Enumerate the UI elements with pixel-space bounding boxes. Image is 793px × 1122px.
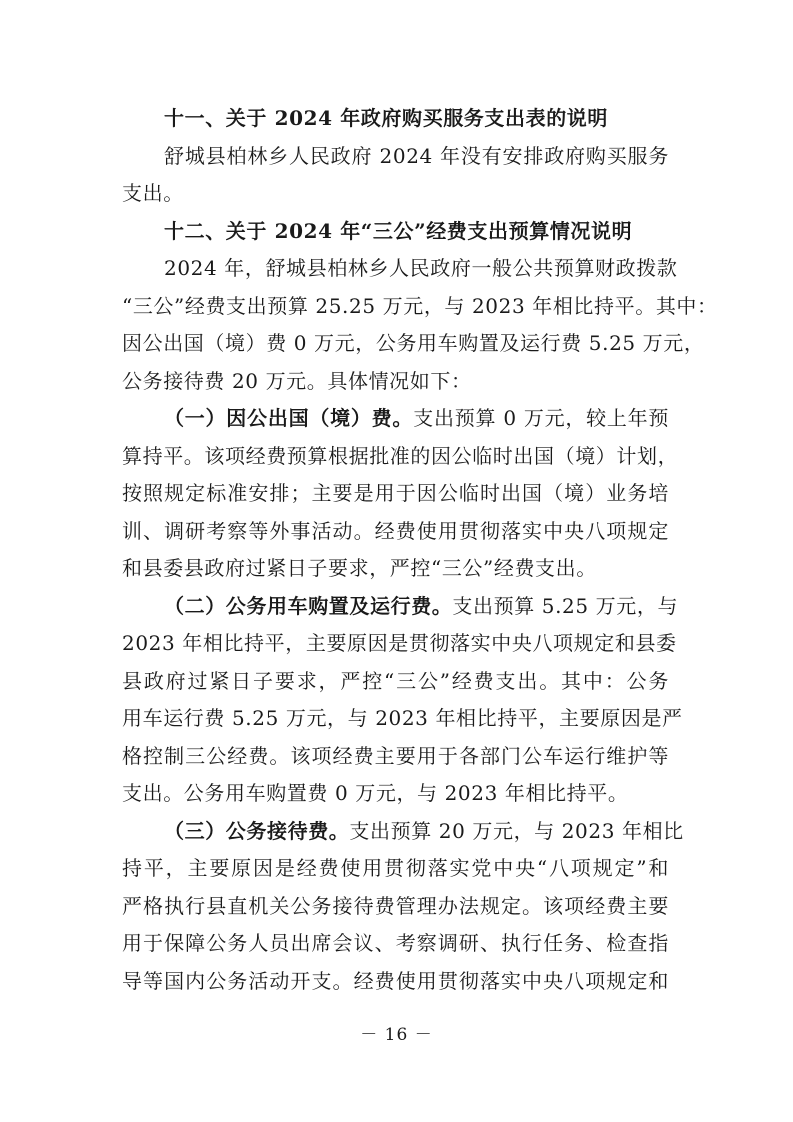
paragraph-1-line-2: 算持平。该项经费预算根据批准的因公临时出国（境）计划， <box>122 443 679 468</box>
paragraph-2-line-3: 县政府过紧日子要求，严控“三公”经费支出。其中：公务 <box>122 668 669 693</box>
section-12-line-2: “三公”经费支出预算 25.25 万元，与 2023 年相比持平。其中： <box>122 293 718 318</box>
paragraph-3-line-3: 严格执行县直机关公务接待费管理办法规定。该项经费主要 <box>122 893 669 918</box>
paragraph-3-line-5: 导等国内公务活动开支。经费使用贯彻落实中央八项规定和 <box>122 968 669 993</box>
paragraph-1-line-3: 按照规定标准安排；主要是用于因公临时出国（境）业务培 <box>122 481 669 505</box>
section-11-heading: 十一、关于 2024 年政府购买服务支出表的说明 <box>164 106 608 130</box>
paragraph-3-first-rest: 支出预算 20 万元，与 2023 年相比 <box>349 818 684 843</box>
page-number: － 16 － <box>360 1025 433 1045</box>
paragraph-3-line-2: 持平，主要原因是经费使用贯彻落实党中央“八项规定”和 <box>122 856 669 880</box>
paragraph-2-line-5: 格控制三公经费。该项经费主要用于各部门公车运行维护等 <box>122 743 669 768</box>
paragraph-1-lead: （一）因公出国（境）费。 <box>164 406 414 430</box>
paragraph-2-line-1 <box>122 588 679 626</box>
section-11-line-1: 舒城县柏林乡人民政府 2024 年没有安排政府购买服务 <box>164 143 669 168</box>
paragraph-3-lead: （三）公务接待费。 <box>164 818 350 843</box>
section-12-line-4: 公务接待费 20 万元。具体情况如下： <box>122 368 472 393</box>
paragraph-1-line-1 <box>122 400 669 438</box>
paragraph-3-line-1 <box>122 813 684 851</box>
paragraph-2-lead: （二）公务用车购置及运行费。 <box>164 593 453 618</box>
section-12-line-1: 2024 年，舒城县柏林乡人民政府一般公共预算财政拨款 <box>164 256 678 280</box>
section-12-line-3: 因公出国（境）费 0 万元，公务用车购置及运行费 5.25 万元， <box>122 331 705 355</box>
section-12-heading: 十二、关于 2024 年“三公”经费支出预算情况说明 <box>164 218 633 243</box>
paragraph-3-line-4: 用于保障公务人员出席会议、考察调研、执行任务、检查指 <box>122 931 669 955</box>
paragraph-2-line-2: 2023 年相比持平，主要原因是贯彻落实中央八项规定和县委 <box>122 631 677 655</box>
paragraph-2-line-4: 用车运行费 5.25 万元，与 2023 年相比持平，主要原因是严 <box>122 706 683 730</box>
paragraph-1-line-5: 和县委县政府过紧日子要求，严控“三公”经费支出。 <box>122 556 597 580</box>
paragraph-1-line-4: 训、调研考察等外事活动。经费使用贯彻落实中央八项规定 <box>122 518 669 543</box>
paragraph-2-first-rest: 支出预算 5.25 万元，与 <box>452 593 679 618</box>
paragraph-1-first-rest: 支出预算 0 万元，较上年预 <box>413 406 670 430</box>
section-11-line-2: 支出。 <box>122 181 184 205</box>
paragraph-2-line-6: 支出。公务用车购置费 0 万元，与 2023 年相比持平。 <box>122 781 629 805</box>
